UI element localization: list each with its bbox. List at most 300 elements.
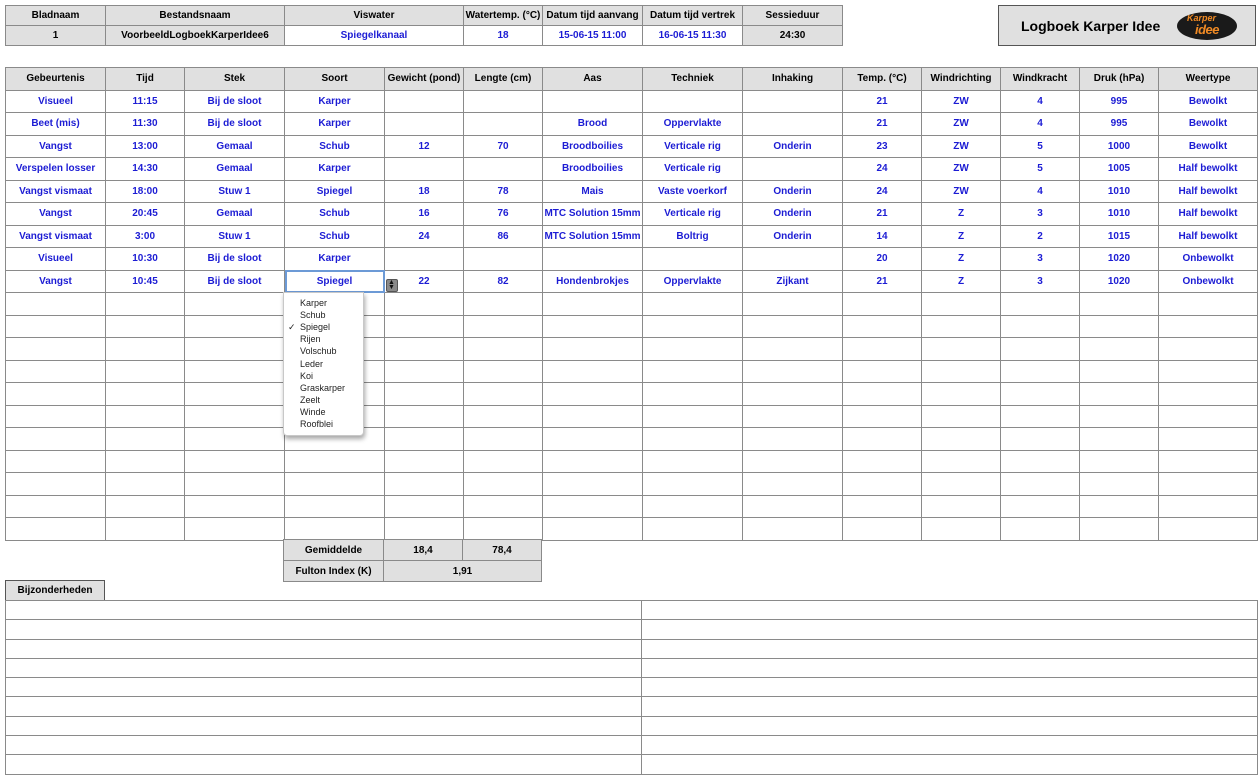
log-cell[interactable] bbox=[185, 293, 285, 316]
log-cell[interactable] bbox=[1159, 360, 1258, 383]
log-cell[interactable] bbox=[543, 293, 643, 316]
log-cell[interactable] bbox=[1159, 383, 1258, 406]
log-cell[interactable] bbox=[106, 383, 185, 406]
log-cell[interactable] bbox=[1001, 518, 1080, 541]
log-cell[interactable]: Half bewolkt bbox=[1159, 225, 1258, 248]
log-cell[interactable]: Visueel bbox=[6, 90, 106, 113]
log-cell[interactable]: Bij de sloot bbox=[185, 248, 285, 271]
log-cell[interactable] bbox=[543, 495, 643, 518]
log-cell[interactable] bbox=[643, 360, 743, 383]
log-cell[interactable] bbox=[1159, 450, 1258, 473]
log-cell[interactable] bbox=[6, 450, 106, 473]
details-cell[interactable] bbox=[6, 716, 642, 735]
log-cell[interactable]: 5 bbox=[1001, 158, 1080, 181]
log-cell[interactable]: 22 bbox=[385, 270, 464, 293]
log-cell[interactable]: 3 bbox=[1001, 203, 1080, 226]
log-cell[interactable] bbox=[922, 383, 1001, 406]
log-cell[interactable] bbox=[643, 90, 743, 113]
details-cell[interactable] bbox=[642, 658, 1258, 677]
log-cell[interactable]: 20:45 bbox=[106, 203, 185, 226]
log-cell[interactable]: Karper bbox=[285, 90, 385, 113]
log-cell[interactable]: Verspelen losser bbox=[6, 158, 106, 181]
log-cell[interactable] bbox=[385, 90, 464, 113]
details-cell[interactable] bbox=[642, 620, 1258, 639]
details-cell[interactable] bbox=[6, 658, 642, 677]
log-cell[interactable] bbox=[843, 450, 922, 473]
log-cell[interactable] bbox=[464, 293, 543, 316]
details-cell[interactable] bbox=[642, 716, 1258, 735]
log-cell[interactable] bbox=[464, 428, 543, 451]
log-cell[interactable] bbox=[6, 473, 106, 496]
log-cell[interactable]: Karper bbox=[285, 158, 385, 181]
log-cell[interactable] bbox=[1080, 338, 1159, 361]
log-cell[interactable] bbox=[743, 90, 843, 113]
log-cell[interactable] bbox=[643, 293, 743, 316]
log-cell[interactable]: ZW bbox=[922, 113, 1001, 136]
log-cell[interactable] bbox=[1080, 383, 1159, 406]
log-cell[interactable]: Onbewolkt bbox=[1159, 248, 1258, 271]
log-cell[interactable] bbox=[922, 405, 1001, 428]
log-cell[interactable] bbox=[6, 360, 106, 383]
log-cell[interactable] bbox=[643, 383, 743, 406]
details-cell[interactable] bbox=[642, 678, 1258, 697]
log-cell[interactable] bbox=[1080, 428, 1159, 451]
details-cell[interactable] bbox=[6, 639, 642, 658]
log-cell[interactable] bbox=[743, 495, 843, 518]
log-cell[interactable]: Spiegel bbox=[285, 180, 385, 203]
dropdown-option[interactable]: Graskarper bbox=[300, 382, 346, 393]
log-cell[interactable]: Z bbox=[922, 270, 1001, 293]
dropdown-option[interactable]: Koi bbox=[300, 370, 314, 381]
log-cell[interactable] bbox=[285, 495, 385, 518]
log-cell[interactable]: 4 bbox=[1001, 113, 1080, 136]
log-cell[interactable]: Bewolkt bbox=[1159, 113, 1258, 136]
log-cell[interactable]: ZW bbox=[922, 180, 1001, 203]
log-cell[interactable] bbox=[1159, 338, 1258, 361]
log-cell[interactable] bbox=[385, 495, 464, 518]
log-cell[interactable]: 24 bbox=[385, 225, 464, 248]
log-cell[interactable]: Boltrig bbox=[643, 225, 743, 248]
log-cell[interactable] bbox=[6, 405, 106, 428]
log-cell[interactable] bbox=[743, 315, 843, 338]
log-cell[interactable] bbox=[743, 158, 843, 181]
details-cell[interactable] bbox=[6, 620, 642, 639]
log-cell[interactable]: Z bbox=[922, 248, 1001, 271]
log-cell[interactable] bbox=[1159, 473, 1258, 496]
log-cell[interactable]: 21 bbox=[843, 270, 922, 293]
log-cell[interactable] bbox=[743, 293, 843, 316]
dropdown-option[interactable]: Karper bbox=[300, 298, 328, 308]
log-cell[interactable]: Vangst vismaat bbox=[6, 225, 106, 248]
dropdown-option[interactable]: Leder bbox=[300, 358, 324, 369]
dropdown-option[interactable]: Schub bbox=[300, 310, 326, 321]
log-cell[interactable]: 24 bbox=[843, 158, 922, 181]
log-cell[interactable]: 3 bbox=[1001, 270, 1080, 293]
log-cell[interactable] bbox=[843, 495, 922, 518]
log-cell[interactable]: Karper bbox=[285, 113, 385, 136]
log-cell[interactable] bbox=[185, 360, 285, 383]
log-cell[interactable] bbox=[385, 405, 464, 428]
log-cell[interactable]: 11:30 bbox=[106, 113, 185, 136]
log-cell[interactable] bbox=[922, 450, 1001, 473]
log-cell[interactable]: 1015 bbox=[1080, 225, 1159, 248]
log-cell[interactable] bbox=[922, 338, 1001, 361]
log-cell[interactable] bbox=[464, 315, 543, 338]
log-cell[interactable]: 70 bbox=[464, 135, 543, 158]
log-cell[interactable] bbox=[922, 293, 1001, 316]
log-cell[interactable] bbox=[385, 248, 464, 271]
log-cell[interactable]: Z bbox=[922, 203, 1001, 226]
log-cell[interactable] bbox=[543, 405, 643, 428]
log-cell[interactable] bbox=[106, 518, 185, 541]
log-cell[interactable] bbox=[1001, 315, 1080, 338]
details-cell[interactable] bbox=[6, 736, 642, 755]
details-cell[interactable] bbox=[642, 736, 1258, 755]
log-cell[interactable]: 1005 bbox=[1080, 158, 1159, 181]
log-cell[interactable] bbox=[922, 473, 1001, 496]
log-cell[interactable] bbox=[643, 495, 743, 518]
log-cell[interactable]: 3 bbox=[1001, 248, 1080, 271]
log-cell[interactable] bbox=[464, 450, 543, 473]
log-cell[interactable] bbox=[464, 383, 543, 406]
log-cell[interactable] bbox=[185, 473, 285, 496]
log-cell[interactable]: Schub bbox=[285, 203, 385, 226]
log-cell[interactable]: 4 bbox=[1001, 180, 1080, 203]
log-cell[interactable] bbox=[843, 360, 922, 383]
log-cell[interactable] bbox=[843, 293, 922, 316]
log-cell[interactable] bbox=[1001, 293, 1080, 316]
log-cell[interactable] bbox=[106, 338, 185, 361]
value-datum-vertrek[interactable]: 16-06-15 11:30 bbox=[643, 26, 743, 46]
log-cell[interactable] bbox=[385, 293, 464, 316]
log-cell[interactable] bbox=[464, 338, 543, 361]
log-cell[interactable] bbox=[285, 518, 385, 541]
log-cell[interactable]: Bij de sloot bbox=[185, 113, 285, 136]
log-cell[interactable]: Mais bbox=[543, 180, 643, 203]
log-cell[interactable] bbox=[385, 315, 464, 338]
log-cell[interactable] bbox=[464, 248, 543, 271]
log-cell[interactable] bbox=[185, 315, 285, 338]
log-cell[interactable] bbox=[464, 90, 543, 113]
log-cell[interactable] bbox=[385, 158, 464, 181]
log-cell[interactable]: 13:00 bbox=[106, 135, 185, 158]
log-cell[interactable]: Gemaal bbox=[185, 135, 285, 158]
log-cell[interactable] bbox=[385, 383, 464, 406]
log-cell[interactable] bbox=[185, 495, 285, 518]
log-cell[interactable] bbox=[464, 518, 543, 541]
log-cell[interactable] bbox=[106, 315, 185, 338]
log-cell[interactable] bbox=[6, 495, 106, 518]
log-cell[interactable] bbox=[743, 428, 843, 451]
log-cell[interactable]: 14 bbox=[843, 225, 922, 248]
log-cell[interactable]: ZW bbox=[922, 135, 1001, 158]
log-cell[interactable]: Vangst vismaat bbox=[6, 180, 106, 203]
log-cell[interactable] bbox=[643, 338, 743, 361]
log-cell[interactable]: 1020 bbox=[1080, 248, 1159, 271]
log-cell[interactable] bbox=[922, 360, 1001, 383]
log-cell[interactable] bbox=[385, 113, 464, 136]
log-cell[interactable] bbox=[285, 450, 385, 473]
log-cell[interactable]: 4 bbox=[1001, 90, 1080, 113]
log-cell[interactable] bbox=[185, 518, 285, 541]
log-cell[interactable] bbox=[464, 158, 543, 181]
log-cell[interactable]: Vangst bbox=[6, 135, 106, 158]
log-cell[interactable] bbox=[6, 315, 106, 338]
log-cell[interactable]: 82 bbox=[464, 270, 543, 293]
log-cell[interactable]: Onderin bbox=[743, 225, 843, 248]
log-cell[interactable] bbox=[285, 473, 385, 496]
details-cell[interactable] bbox=[642, 697, 1258, 716]
log-cell[interactable]: Brood bbox=[543, 113, 643, 136]
log-cell[interactable]: 5 bbox=[1001, 135, 1080, 158]
log-cell[interactable] bbox=[1080, 360, 1159, 383]
log-cell[interactable] bbox=[843, 338, 922, 361]
log-cell[interactable] bbox=[106, 405, 185, 428]
details-cell[interactable] bbox=[642, 601, 1258, 620]
details-cell[interactable] bbox=[642, 639, 1258, 658]
log-cell[interactable]: 995 bbox=[1080, 90, 1159, 113]
log-cell[interactable]: 3:00 bbox=[106, 225, 185, 248]
log-cell[interactable] bbox=[543, 518, 643, 541]
log-cell[interactable]: Vaste voerkorf bbox=[643, 180, 743, 203]
log-cell[interactable] bbox=[743, 248, 843, 271]
log-cell[interactable] bbox=[1159, 315, 1258, 338]
log-cell[interactable]: Schub bbox=[285, 135, 385, 158]
log-cell[interactable] bbox=[543, 360, 643, 383]
log-cell[interactable] bbox=[1080, 293, 1159, 316]
log-cell[interactable]: 12 bbox=[385, 135, 464, 158]
log-cell[interactable] bbox=[543, 428, 643, 451]
log-cell[interactable] bbox=[1001, 338, 1080, 361]
log-cell[interactable]: Half bewolkt bbox=[1159, 158, 1258, 181]
log-cell[interactable] bbox=[743, 450, 843, 473]
log-cell[interactable]: 995 bbox=[1080, 113, 1159, 136]
log-cell[interactable]: Bewolkt bbox=[1159, 135, 1258, 158]
log-cell[interactable] bbox=[922, 518, 1001, 541]
log-cell[interactable]: Verticale rig bbox=[643, 158, 743, 181]
log-cell[interactable] bbox=[1001, 360, 1080, 383]
log-cell[interactable]: Stuw 1 bbox=[185, 180, 285, 203]
log-cell[interactable] bbox=[643, 473, 743, 496]
log-cell[interactable] bbox=[643, 248, 743, 271]
log-cell[interactable]: ZW bbox=[922, 90, 1001, 113]
log-cell[interactable]: Karper bbox=[285, 248, 385, 271]
log-cell[interactable]: Gemaal bbox=[185, 203, 285, 226]
log-cell[interactable]: 1010 bbox=[1080, 203, 1159, 226]
log-cell[interactable]: Visueel bbox=[6, 248, 106, 271]
log-cell[interactable]: ZW bbox=[922, 158, 1001, 181]
log-cell[interactable]: MTC Solution 15mm bbox=[543, 225, 643, 248]
log-cell[interactable] bbox=[1080, 495, 1159, 518]
log-cell[interactable] bbox=[843, 315, 922, 338]
value-datum-aanvang[interactable]: 15-06-15 11:00 bbox=[543, 26, 643, 46]
log-cell[interactable] bbox=[743, 518, 843, 541]
log-cell[interactable]: Bij de sloot bbox=[185, 270, 285, 293]
log-cell[interactable] bbox=[1001, 405, 1080, 428]
log-cell[interactable]: 24 bbox=[843, 180, 922, 203]
log-cell[interactable] bbox=[543, 315, 643, 338]
log-cell[interactable] bbox=[743, 338, 843, 361]
log-cell[interactable] bbox=[1159, 428, 1258, 451]
log-cell[interactable] bbox=[1001, 428, 1080, 451]
log-cell[interactable] bbox=[1159, 518, 1258, 541]
log-cell[interactable] bbox=[185, 383, 285, 406]
log-cell[interactable]: Onderin bbox=[743, 180, 843, 203]
log-cell[interactable]: Gemaal bbox=[185, 158, 285, 181]
log-cell[interactable] bbox=[643, 450, 743, 473]
dropdown-option[interactable]: Winde bbox=[300, 406, 326, 417]
log-cell[interactable] bbox=[1159, 293, 1258, 316]
log-cell[interactable]: 1020 bbox=[1080, 270, 1159, 293]
soort-dropdown-list[interactable] bbox=[283, 292, 364, 436]
log-cell[interactable]: 76 bbox=[464, 203, 543, 226]
log-cell[interactable]: Z bbox=[922, 225, 1001, 248]
log-cell[interactable]: Half bewolkt bbox=[1159, 180, 1258, 203]
log-cell[interactable] bbox=[464, 113, 543, 136]
log-cell[interactable] bbox=[643, 405, 743, 428]
log-cell[interactable] bbox=[1080, 315, 1159, 338]
log-cell[interactable] bbox=[643, 518, 743, 541]
log-cell[interactable]: 86 bbox=[464, 225, 543, 248]
log-cell[interactable] bbox=[843, 518, 922, 541]
log-cell[interactable] bbox=[543, 383, 643, 406]
log-cell[interactable] bbox=[743, 405, 843, 428]
log-cell[interactable] bbox=[1080, 450, 1159, 473]
log-cell[interactable] bbox=[743, 473, 843, 496]
log-cell[interactable]: Bewolkt bbox=[1159, 90, 1258, 113]
log-cell[interactable] bbox=[743, 113, 843, 136]
log-cell[interactable]: Onderin bbox=[743, 203, 843, 226]
log-cell[interactable] bbox=[843, 428, 922, 451]
log-cell[interactable] bbox=[922, 495, 1001, 518]
log-cell[interactable]: 1000 bbox=[1080, 135, 1159, 158]
details-cell[interactable] bbox=[6, 755, 642, 774]
log-cell[interactable]: Spiegel bbox=[285, 270, 385, 293]
log-cell[interactable] bbox=[464, 495, 543, 518]
log-cell[interactable] bbox=[843, 473, 922, 496]
log-cell[interactable] bbox=[6, 428, 106, 451]
log-cell[interactable]: Oppervlakte bbox=[643, 270, 743, 293]
log-cell[interactable]: 18:00 bbox=[106, 180, 185, 203]
dropdown-option[interactable]: Rijen bbox=[300, 334, 321, 345]
log-cell[interactable]: Verticale rig bbox=[643, 203, 743, 226]
log-cell[interactable] bbox=[185, 450, 285, 473]
dropdown-option[interactable]: Spiegel bbox=[300, 322, 331, 333]
log-cell[interactable] bbox=[843, 405, 922, 428]
log-cell[interactable] bbox=[464, 405, 543, 428]
log-cell[interactable] bbox=[106, 473, 185, 496]
log-cell[interactable] bbox=[1001, 383, 1080, 406]
log-cell[interactable] bbox=[6, 518, 106, 541]
log-cell[interactable] bbox=[1159, 405, 1258, 428]
log-cell[interactable] bbox=[464, 360, 543, 383]
dropdown-option[interactable]: Roofblei bbox=[300, 419, 334, 429]
log-cell[interactable]: Broodboilies bbox=[543, 158, 643, 181]
log-cell[interactable]: Beet (mis) bbox=[6, 113, 106, 136]
log-cell[interactable] bbox=[6, 383, 106, 406]
log-cell[interactable]: 23 bbox=[843, 135, 922, 158]
dropdown-option[interactable]: Zeelt bbox=[300, 394, 321, 405]
log-cell[interactable] bbox=[843, 383, 922, 406]
log-cell[interactable] bbox=[106, 495, 185, 518]
log-cell[interactable]: 11:15 bbox=[106, 90, 185, 113]
log-cell[interactable]: 20 bbox=[843, 248, 922, 271]
value-watertemp[interactable]: 18 bbox=[464, 26, 543, 46]
log-cell[interactable] bbox=[922, 428, 1001, 451]
log-cell[interactable] bbox=[6, 293, 106, 316]
log-cell[interactable]: Half bewolkt bbox=[1159, 203, 1258, 226]
details-cell[interactable] bbox=[6, 697, 642, 716]
log-cell[interactable]: Onbewolkt bbox=[1159, 270, 1258, 293]
log-cell[interactable]: 10:45 bbox=[106, 270, 185, 293]
log-cell[interactable] bbox=[543, 338, 643, 361]
log-cell[interactable] bbox=[106, 360, 185, 383]
log-cell[interactable]: Stuw 1 bbox=[185, 225, 285, 248]
log-cell[interactable] bbox=[1001, 450, 1080, 473]
log-cell[interactable] bbox=[185, 338, 285, 361]
log-cell[interactable] bbox=[743, 360, 843, 383]
log-cell[interactable]: 78 bbox=[464, 180, 543, 203]
log-cell[interactable] bbox=[385, 428, 464, 451]
log-cell[interactable]: Bij de sloot bbox=[185, 90, 285, 113]
log-cell[interactable] bbox=[743, 383, 843, 406]
log-cell[interactable] bbox=[1080, 473, 1159, 496]
log-cell[interactable] bbox=[106, 293, 185, 316]
log-cell[interactable] bbox=[106, 428, 185, 451]
log-cell[interactable]: 18 bbox=[385, 180, 464, 203]
log-cell[interactable] bbox=[385, 450, 464, 473]
log-cell[interactable] bbox=[464, 473, 543, 496]
log-cell[interactable]: 21 bbox=[843, 203, 922, 226]
log-cell[interactable]: Schub bbox=[285, 225, 385, 248]
log-cell[interactable] bbox=[543, 450, 643, 473]
details-cell[interactable] bbox=[6, 678, 642, 697]
log-cell[interactable] bbox=[185, 428, 285, 451]
log-cell[interactable]: 21 bbox=[843, 113, 922, 136]
log-cell[interactable] bbox=[185, 405, 285, 428]
log-cell[interactable]: Oppervlakte bbox=[643, 113, 743, 136]
log-cell[interactable]: Vangst bbox=[6, 270, 106, 293]
log-cell[interactable]: Zijkant bbox=[743, 270, 843, 293]
log-cell[interactable] bbox=[106, 450, 185, 473]
log-cell[interactable]: Broodboilies bbox=[543, 135, 643, 158]
log-cell[interactable] bbox=[922, 315, 1001, 338]
log-cell[interactable]: Onderin bbox=[743, 135, 843, 158]
log-cell[interactable] bbox=[1080, 518, 1159, 541]
log-cell[interactable] bbox=[1001, 473, 1080, 496]
log-cell[interactable]: 1010 bbox=[1080, 180, 1159, 203]
log-cell[interactable]: Vangst bbox=[6, 203, 106, 226]
log-cell[interactable] bbox=[643, 315, 743, 338]
log-cell[interactable] bbox=[1080, 405, 1159, 428]
log-cell[interactable]: 2 bbox=[1001, 225, 1080, 248]
log-cell[interactable] bbox=[1001, 495, 1080, 518]
log-cell[interactable] bbox=[543, 90, 643, 113]
log-cell[interactable] bbox=[6, 338, 106, 361]
log-cell[interactable] bbox=[543, 473, 643, 496]
details-cell[interactable] bbox=[642, 755, 1258, 774]
log-cell[interactable] bbox=[385, 473, 464, 496]
log-cell[interactable]: 10:30 bbox=[106, 248, 185, 271]
soort-dropdown-button[interactable] bbox=[386, 279, 398, 292]
log-cell[interactable] bbox=[385, 360, 464, 383]
log-cell[interactable] bbox=[643, 428, 743, 451]
log-cell[interactable] bbox=[385, 338, 464, 361]
log-cell[interactable] bbox=[385, 518, 464, 541]
dropdown-option[interactable]: Volschub bbox=[300, 346, 337, 357]
log-cell[interactable]: Hondenbrokjes bbox=[543, 270, 643, 293]
log-cell[interactable]: 14:30 bbox=[106, 158, 185, 181]
